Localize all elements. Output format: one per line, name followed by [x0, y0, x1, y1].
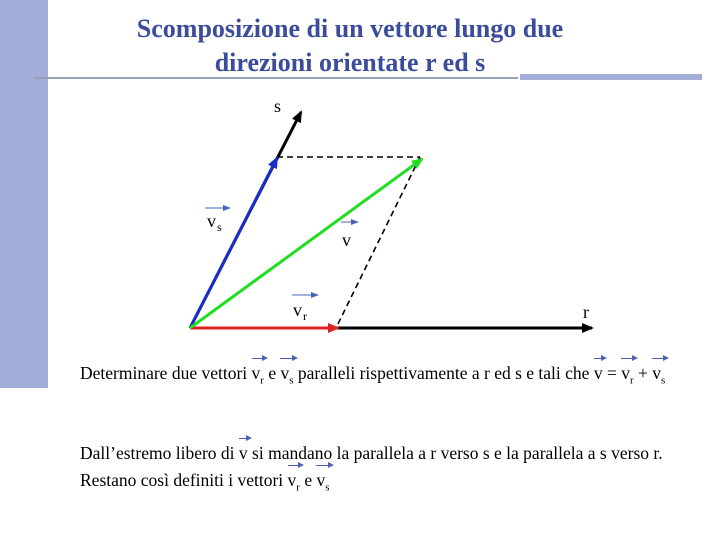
p2-text-b: si mandano la parallela a r verso s e la parallela a s verso r. Restano così definiti i vettori: [80, 443, 663, 490]
p2-v: v: [238, 443, 248, 463]
p1-vs-base: v: [280, 363, 290, 383]
label-v: v: [342, 230, 351, 250]
p1-v: v: [593, 363, 603, 383]
p2-text-c: e: [299, 470, 317, 490]
p1-text-c: paralleli rispettivamente a r ed s e tali che: [293, 363, 594, 383]
p1-sum-vr-base: v: [621, 363, 630, 383]
p1-sum-vr-sub: r: [629, 374, 634, 387]
p1-vr-base: v: [251, 363, 261, 383]
label-vs-sub: s: [217, 220, 222, 234]
paragraph-construction: [80, 440, 685, 502]
label-r: r: [583, 302, 589, 322]
p1-eq: =: [602, 363, 622, 383]
vector-v: [190, 159, 422, 328]
p2-vector-vs: [316, 467, 329, 502]
p1-sum-vs-sub: s: [660, 374, 666, 387]
p1-vs-sub: s: [289, 374, 294, 387]
p2-vector-vr: [288, 467, 300, 502]
p1-sum-vector-vr: [621, 360, 633, 395]
p1-vector-vs: [280, 360, 293, 395]
p2-vs-sub: s: [325, 481, 330, 494]
p1-sum-vs-base: v: [652, 363, 661, 383]
p1-text-a: Determinare due vettori: [80, 363, 252, 383]
vector-vs: [190, 158, 277, 328]
p2-vector-v: [239, 440, 248, 467]
p1-vector-vr: [252, 360, 264, 395]
title-line-2: direzioni orientate r ed s: [214, 48, 486, 77]
p1-vr-sub: r: [260, 374, 264, 387]
label-vr-base: v: [293, 300, 302, 320]
p1-vector-v: [594, 360, 603, 387]
p2-vs-base: v: [316, 470, 326, 490]
p1-sum-vector-vs: [652, 360, 665, 395]
label-s: s: [274, 96, 282, 116]
paragraph-determine: [80, 360, 685, 395]
p1-plus: +: [633, 363, 653, 383]
p2-vr-sub: r: [296, 481, 300, 494]
p2-text-a: Dall’estremo libero di: [80, 443, 239, 463]
title-line-1: Scomposizione di un vettore lungo due: [136, 14, 564, 43]
p2-vr-base: v: [287, 470, 297, 490]
label-vs-base: v: [207, 211, 216, 231]
label-vr-sub: r: [303, 309, 307, 323]
p1-text-b: e: [263, 363, 281, 383]
